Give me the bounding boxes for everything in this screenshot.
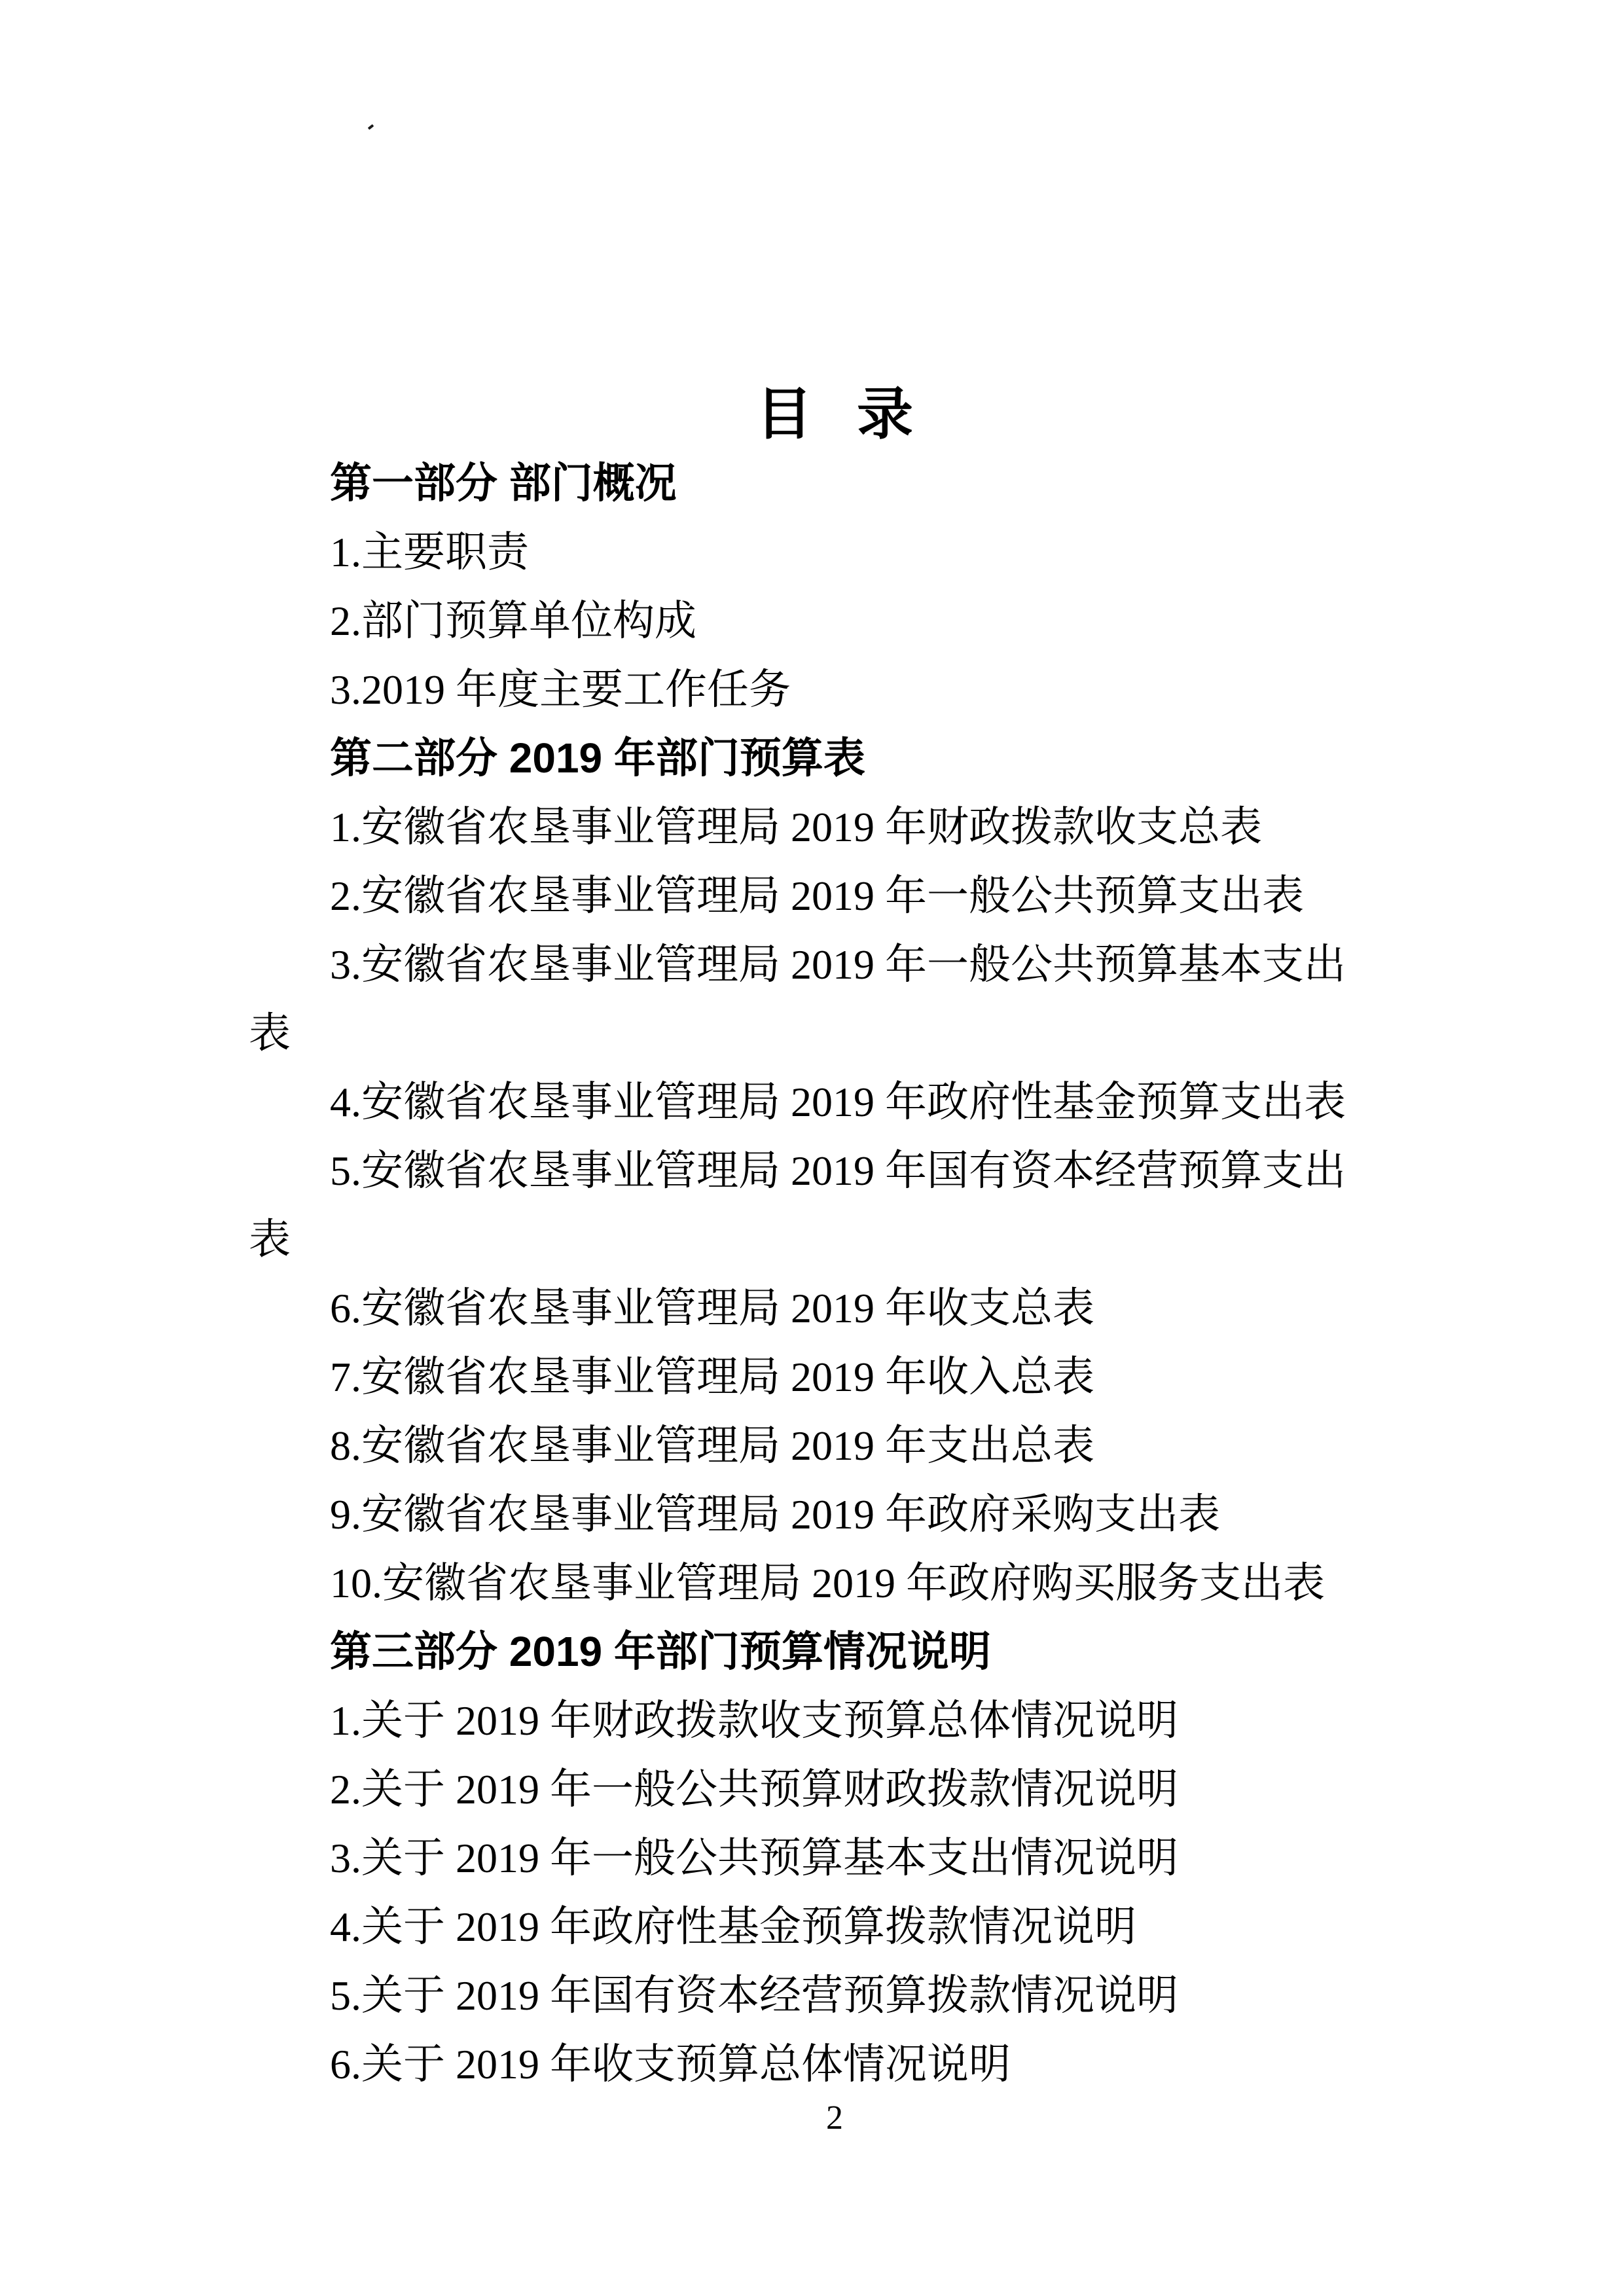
toc-entry: 1.关于 2019 年财政拨款收支预算总体情况说明 (330, 1697, 1178, 1744)
toc-entry: 5.关于 2019 年国有资本经营预算拨款情况说明 (330, 1972, 1178, 2019)
toc-entry: 3.安徽省农垦事业管理局 2019 年一般公共预算基本支出 (330, 941, 1346, 988)
toc-entry: 2.安徽省农垦事业管理局 2019 年一般公共预算支出表 (330, 873, 1304, 919)
toc-entry: 3.2019 年度主要工作任务 (330, 666, 791, 713)
toc-section-heading: 第二部分 2019 年部门预算表 (330, 734, 865, 782)
toc-entry-continuation: 表 (249, 1216, 291, 1263)
toc-entry: 4.安徽省农垦事业管理局 2019 年政府性基金预算支出表 (330, 1079, 1346, 1125)
toc-entry: 3.关于 2019 年一般公共预算基本支出情况说明 (330, 1835, 1178, 1881)
toc-entry: 7.安徽省农垦事业管理局 2019 年收入总表 (330, 1354, 1094, 1400)
toc-entry: 4.关于 2019 年政府性基金预算拨款情况说明 (330, 1904, 1136, 1950)
toc (249, 380, 1420, 2099)
scan-artifact-dot (368, 124, 374, 130)
toc-section-heading: 第三部分 2019 年部门预算情况说明 (330, 1628, 991, 1675)
toc-title: 目 录 (756, 383, 913, 446)
toc-entry: 9.安徽省农垦事业管理局 2019 年政府采购支出表 (330, 1491, 1220, 1538)
toc-entry: 2.部门预算单位构成 (330, 598, 696, 644)
toc-entry: 5.安徽省农垦事业管理局 2019 年国有资本经营预算支出 (330, 1148, 1346, 1194)
toc-entry: 2.关于 2019 年一般公共预算财政拨款情况说明 (330, 1766, 1178, 1813)
toc-entry: 6.安徽省农垦事业管理局 2019 年收支总表 (330, 1285, 1094, 1331)
toc-entry: 1.安徽省农垦事业管理局 2019 年财政拨款收支总表 (330, 804, 1262, 850)
toc-entry: 1.主要职责 (330, 529, 529, 575)
toc-entry: 10.安徽省农垦事业管理局 2019 年政府购买服务支出表 (330, 1560, 1325, 1606)
toc-entry-continuation: 表 (249, 1010, 291, 1057)
toc-entry: 8.安徽省农垦事业管理局 2019 年支出总表 (330, 1422, 1094, 1469)
toc-entry: 6.关于 2019 年收支预算总体情况说明 (330, 2041, 1011, 2087)
toc-section-heading: 第一部分 部门概况 (330, 460, 677, 507)
page-number: 2 (826, 2099, 843, 2137)
